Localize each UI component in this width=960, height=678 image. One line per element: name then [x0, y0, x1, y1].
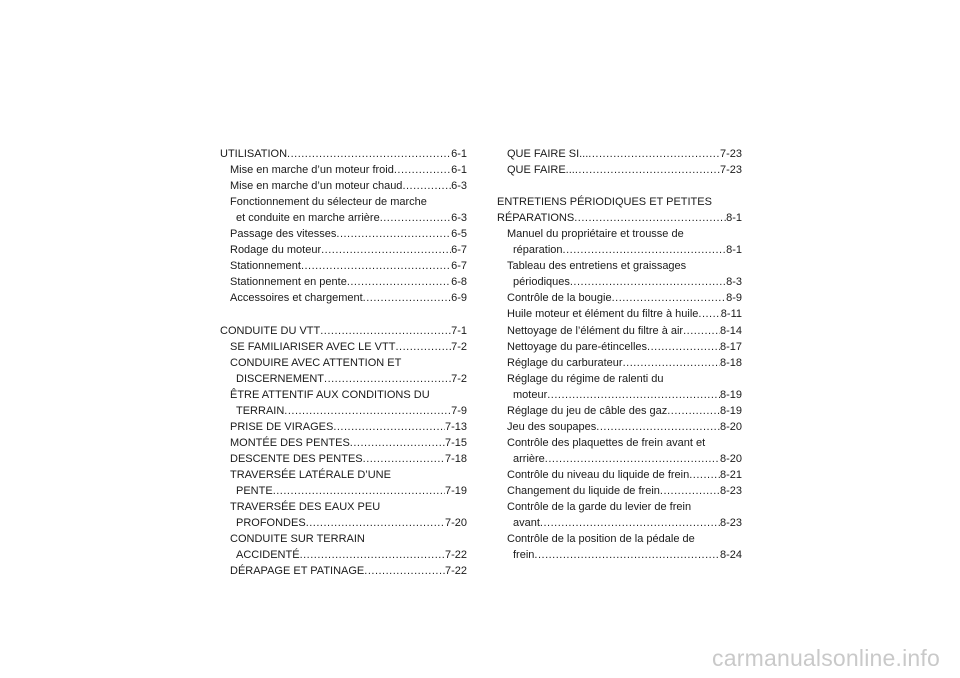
- toc-dot-leader: [683, 323, 720, 339]
- toc-entry-title: arrière: [513, 452, 545, 465]
- toc-entry-title: Contrôle des plaquettes de frein avant et: [507, 436, 706, 449]
- toc-entry: [220, 194, 467, 210]
- toc-page-number: 7-2: [451, 372, 467, 385]
- toc-entry: [497, 387, 742, 403]
- toc-page-number: 8-19: [719, 404, 742, 417]
- toc-dot-leader: [300, 547, 445, 563]
- toc-entry: [497, 451, 742, 467]
- toc-entry: [220, 274, 467, 290]
- toc-entry: [220, 242, 467, 258]
- toc-entry-title: QUE FAIRE...: [507, 164, 575, 177]
- toc-entry-title: TRAVERSÉE DES EAUX PEU: [230, 501, 381, 514]
- toc-dot-leader: [612, 290, 727, 306]
- toc-page-number: 8-21: [719, 468, 742, 481]
- toc-entry-title: périodiques: [513, 276, 570, 289]
- toc-entry-title: QUE FAIRE SI...: [507, 148, 589, 160]
- toc-entry-title: DESCENTE DES PENTES: [230, 452, 363, 465]
- toc-entry: [220, 162, 467, 178]
- toc-page-number: 6-3: [451, 180, 467, 193]
- toc-entry-title: TERRAIN: [236, 404, 285, 417]
- toc-entry-title: ENTRETIENS PÉRIODIQUES ET PETITES: [497, 196, 712, 209]
- toc-entry-title: Tableau des entretiens et graissages: [507, 260, 687, 273]
- toc-dot-leader: [660, 483, 720, 499]
- toc-entry: [497, 162, 742, 178]
- toc-dot-leader: [402, 178, 451, 194]
- toc-entry-title: Réglage du jeu de câble des gaz: [507, 404, 668, 417]
- toc-dot-leader: [596, 419, 720, 435]
- toc-entry: [497, 499, 742, 515]
- toc-page-number: 8-3: [726, 276, 742, 289]
- toc-page-number: 8-23: [719, 517, 742, 530]
- toc-page-number: 7-22: [444, 549, 467, 562]
- toc-page-number: 7-23: [719, 164, 742, 177]
- toc-dot-leader: [545, 451, 720, 467]
- toc-entry-title: ÊTRE ATTENTIF AUX CONDITIONS DU: [230, 388, 430, 401]
- toc-dot-leader: [689, 467, 720, 483]
- toc-page-number: 7-20: [444, 517, 467, 530]
- toc-entry-title: MONTÉE DES PENTES: [230, 436, 350, 449]
- toc-entry-title: Changement du liquide de frein: [507, 484, 660, 497]
- watermark-text: carmanualsonline.info: [712, 645, 940, 671]
- toc-page-number: 7-13: [444, 420, 467, 433]
- toc-entry: [220, 387, 467, 403]
- toc-entry: [220, 355, 467, 371]
- toc-entry: [220, 403, 467, 419]
- toc-entry-title: SE FAMILIARISER AVEC LE VTT: [230, 340, 396, 353]
- toc-entry: [497, 274, 742, 290]
- toc-page-number: 8-14: [719, 324, 742, 337]
- toc-entry: [220, 371, 467, 387]
- toc-page-number: 8-19: [719, 388, 742, 401]
- toc-entry: [220, 451, 467, 467]
- toc-entry-title: CONDUITE DU VTT: [220, 324, 321, 337]
- toc-page-number: 8-20: [719, 420, 742, 433]
- toc-entry: [497, 226, 742, 242]
- toc-entry-title: Contrôle de la garde du levier de frein: [507, 501, 692, 514]
- toc-entry-title: PRISE DE VIRAGES: [230, 420, 334, 433]
- toc-dot-leader: [574, 210, 726, 226]
- toc-entry: [497, 290, 742, 306]
- toc-entry-title: Mise en marche d’un moteur froid: [230, 164, 394, 177]
- toc-entry-title: DISCERNEMENT: [236, 372, 325, 385]
- toc-dot-leader: [306, 515, 445, 531]
- toc-entry-title: Nettoyage du pare-étincelles: [507, 340, 648, 353]
- toc-page-number: 6-8: [451, 276, 467, 289]
- toc-page-number: 6-1: [451, 164, 467, 177]
- toc-entry-title: Stationnement en pente: [230, 276, 347, 289]
- toc-entry: [220, 435, 467, 451]
- toc-entry: [497, 323, 742, 339]
- toc-entry: [497, 515, 742, 531]
- toc-spacer: [220, 306, 467, 322]
- toc-entry-title: PROFONDES: [236, 517, 306, 530]
- toc-dot-leader: [321, 242, 451, 258]
- toc-dot-leader: [647, 339, 720, 355]
- toc-entry: [497, 403, 742, 419]
- toc-entry-title: frein: [513, 549, 535, 562]
- toc-dot-leader: [336, 226, 451, 242]
- toc-page-number: 7-15: [444, 436, 467, 449]
- toc-page-number: 8-20: [719, 452, 742, 465]
- toc-page-number: 8-17: [719, 340, 742, 353]
- toc-entry-title: réparation: [513, 244, 563, 257]
- toc-page-number: 7-9: [451, 404, 467, 417]
- toc-entry-title: DÉRAPAGE ET PATINAGE: [230, 565, 365, 578]
- toc-dot-leader: [363, 451, 445, 467]
- toc-entry: [497, 435, 742, 451]
- toc-page-number: 7-18: [444, 452, 467, 465]
- toc-page-number: 8-23: [719, 484, 742, 497]
- toc-right-column: [497, 146, 742, 563]
- toc-entry-title: Huile moteur et élément du filtre à huile: [507, 308, 699, 321]
- toc-dot-leader: [394, 162, 451, 178]
- toc-entry: [497, 467, 742, 483]
- toc-dot-leader: [301, 258, 451, 274]
- toc-entry: [497, 355, 742, 371]
- toc-page-number: 7-22: [444, 565, 467, 578]
- toc-entry: [220, 515, 467, 531]
- toc-entry-title: Mise en marche d’un moteur chaud: [230, 180, 403, 193]
- toc-entry: [497, 531, 742, 547]
- toc-dot-leader: [273, 483, 445, 499]
- toc-entry-title: Manuel du propriétaire et trousse de: [507, 228, 684, 241]
- toc-entry: [497, 210, 742, 226]
- toc-page-number: 6-3: [451, 212, 467, 225]
- toc-page-number: 7-19: [444, 484, 467, 497]
- toc-dot-leader: [395, 339, 451, 355]
- toc-entry-title: Réglage du régime de ralenti du: [507, 372, 664, 385]
- toc-entry-title: et conduite en marche arrière: [236, 212, 380, 225]
- toc-entry-title: Accessoires et chargement: [230, 292, 363, 305]
- toc-left-column: [220, 146, 467, 579]
- toc-entry: [497, 339, 742, 355]
- toc-dot-leader: [588, 146, 720, 162]
- toc-entry-title: CONDUITE SUR TERRAIN: [230, 533, 365, 546]
- toc-entry-title: ACCIDENTÉ: [236, 549, 300, 562]
- toc-entry-title: Jeu des soupapes: [507, 420, 597, 433]
- toc-entry: [220, 178, 467, 194]
- toc-dot-leader: [570, 274, 726, 290]
- toc-entry: [497, 194, 742, 210]
- toc-page-number: 6-1: [451, 148, 467, 160]
- toc-entry: [220, 258, 467, 274]
- toc-entry: [220, 323, 467, 339]
- toc-entry-title: Fonctionnement du sélecteur de marche: [230, 196, 427, 209]
- toc-entry: [497, 146, 742, 162]
- toc-spacer: [497, 178, 742, 194]
- toc-dot-leader: [364, 563, 445, 579]
- toc-entry: [220, 467, 467, 483]
- toc-page-number: 6-7: [451, 260, 467, 273]
- toc-dot-leader: [350, 435, 445, 451]
- toc-dot-leader: [547, 387, 720, 403]
- toc-dot-leader: [324, 371, 451, 387]
- toc-dot-leader: [347, 274, 451, 290]
- toc-dot-leader: [333, 419, 445, 435]
- toc-entry-title: TRAVERSÉE LATÉRALE D’UNE: [230, 468, 391, 481]
- toc-entry-title: CONDUIRE AVEC ATTENTION ET: [230, 356, 402, 369]
- toc-entry: [497, 371, 742, 387]
- toc-dot-leader: [667, 403, 720, 419]
- toc-entry-title: RÉPARATIONS: [497, 212, 575, 225]
- toc-entry: [220, 499, 467, 515]
- toc-page-number: 7-1: [451, 324, 467, 337]
- toc-entry: [220, 483, 467, 499]
- toc-entry: [220, 290, 467, 306]
- toc-entry-title: PENTE: [236, 484, 273, 497]
- toc-entry: [220, 547, 467, 563]
- toc-entry-title: Nettoyage de l’élément du filtre à air: [507, 324, 684, 337]
- toc-dot-leader: [284, 403, 451, 419]
- toc-entry-title: Stationnement: [230, 260, 301, 273]
- toc-dot-leader: [287, 146, 451, 162]
- toc-entry: [497, 306, 742, 322]
- toc-page-number: 7-2: [451, 340, 467, 353]
- toc-page-number: 8-9: [726, 292, 742, 305]
- toc-entry: [220, 563, 467, 579]
- toc-entry: [220, 419, 467, 435]
- toc-page-number: 8-11: [720, 308, 742, 321]
- toc-page-number: 6-9: [451, 292, 467, 305]
- toc-entry-title: UTILISATION: [220, 148, 288, 160]
- toc-dot-leader: [540, 515, 720, 531]
- toc-dot-leader: [320, 323, 451, 339]
- toc-dot-leader: [380, 210, 451, 226]
- toc-dot-leader: [623, 355, 720, 371]
- toc-entry: [220, 339, 467, 355]
- toc-entry: [497, 483, 742, 499]
- toc-entry: [497, 547, 742, 563]
- toc-entry: [497, 258, 742, 274]
- toc-dot-leader: [563, 242, 727, 258]
- toc-page-number: 8-1: [726, 244, 742, 257]
- toc-page-number: 6-7: [451, 244, 467, 257]
- toc-entry: [220, 226, 467, 242]
- toc-dot-leader: [575, 162, 720, 178]
- toc-dot-leader: [698, 306, 720, 322]
- toc-page-number: 6-5: [451, 228, 467, 241]
- toc-entry-title: Contrôle de la position de la pédale de: [507, 533, 695, 546]
- toc-entry: [497, 419, 742, 435]
- toc-dot-leader: [534, 547, 720, 563]
- toc-entry-title: Contrôle du niveau du liquide de frein: [507, 468, 690, 481]
- toc-entry: [220, 146, 467, 162]
- toc-entry-title: Passage des vitesses: [230, 228, 337, 241]
- toc-entry-title: moteur: [513, 388, 548, 401]
- toc-entry-title: Contrôle de la bougie: [507, 292, 612, 305]
- toc-entry: [220, 210, 467, 226]
- toc-entry-title: Rodage du moteur: [230, 244, 322, 257]
- toc-entry-title: Réglage du carburateur: [507, 356, 623, 369]
- toc-page-number: 8-1: [726, 212, 742, 225]
- toc-page-number: 7-23: [719, 148, 742, 160]
- toc-page-number: 8-18: [719, 356, 742, 369]
- toc-entry: [220, 531, 467, 547]
- toc-entry: [497, 242, 742, 258]
- toc-entry-title: avant: [513, 517, 540, 530]
- toc-dot-leader: [363, 290, 451, 306]
- toc-page-number: 8-24: [719, 549, 742, 562]
